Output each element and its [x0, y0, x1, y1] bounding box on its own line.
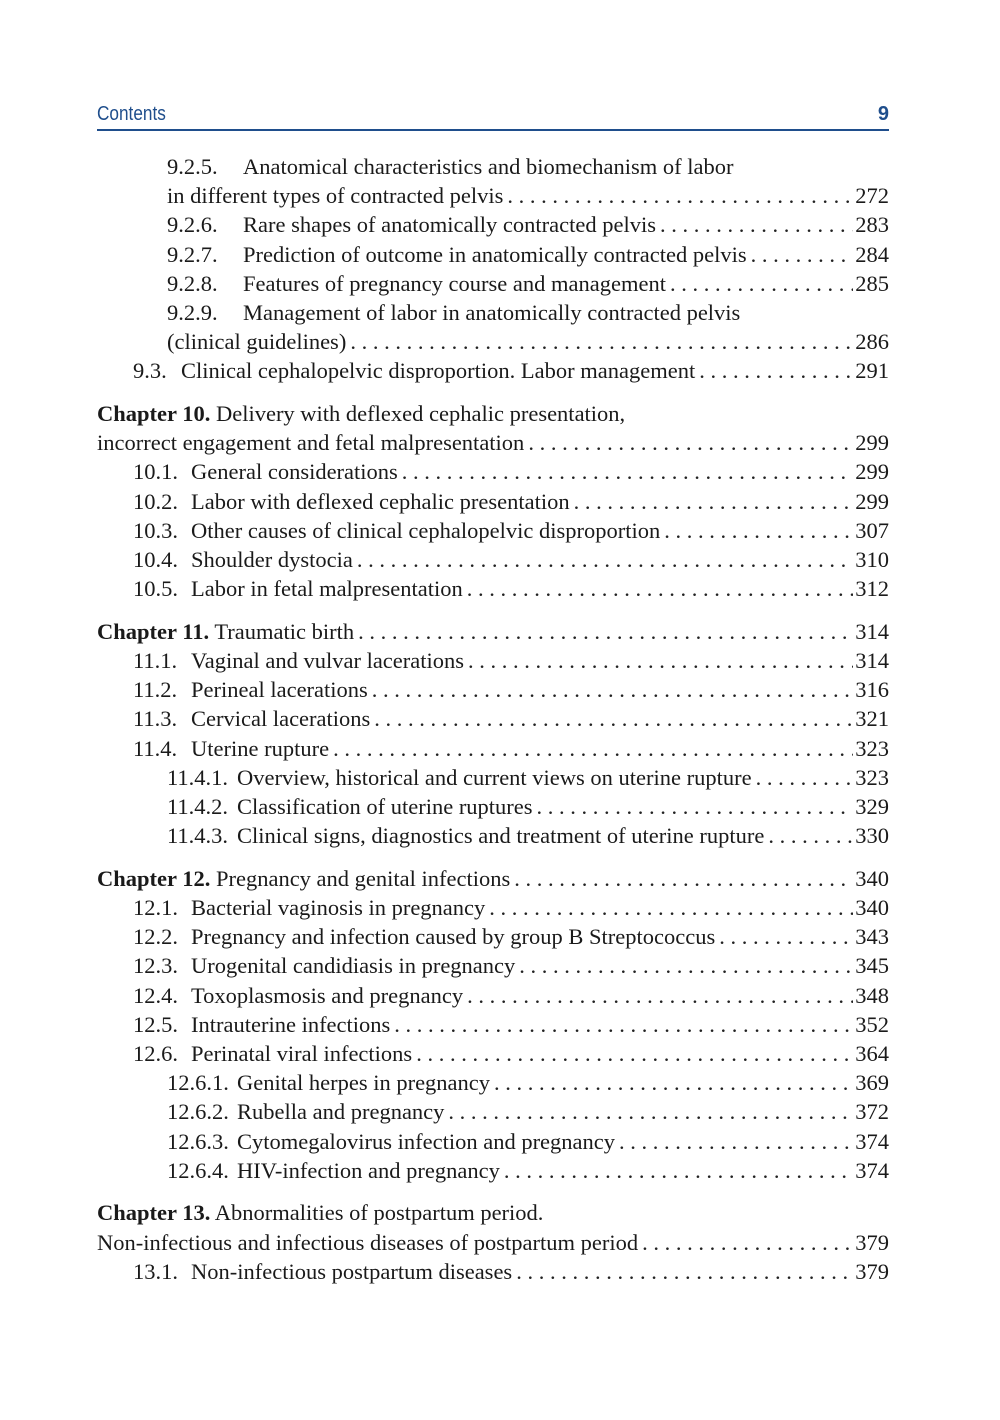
dot-leader — [615, 1127, 853, 1156]
page-number: 272 — [855, 183, 889, 209]
page-number: 323 — [855, 764, 889, 790]
chapter-number: Chapter 13. — [97, 1200, 211, 1226]
section-spacer — [97, 386, 889, 400]
section-title: Features of pregnancy course and management — [243, 270, 666, 296]
section-title: Non-infectious postpartum diseases — [191, 1258, 513, 1284]
section-title: General considerations — [191, 459, 398, 485]
section-title: Overview, historical and current views on uterine rupture — [237, 764, 752, 790]
section-title: Delivery with deflexed cephalic presentation, — [215, 401, 626, 426]
section-number: 12.4. — [133, 982, 178, 1008]
toc-entry[interactable] — [97, 181, 889, 210]
page-number: 340 — [855, 865, 889, 891]
chapter-number: Chapter 11. — [97, 618, 210, 644]
chapter-number: Chapter 12. — [97, 865, 211, 891]
toc-entry-text — [133, 545, 353, 574]
toc-entry-text — [167, 269, 666, 298]
toc-entry[interactable] — [97, 1257, 889, 1286]
toc-entry-text — [133, 922, 715, 951]
page-number: 299 — [855, 430, 889, 456]
section-title: Prediction of outcome in anatomically contracted pelvis — [243, 241, 747, 267]
toc-entry-text — [133, 1257, 512, 1286]
toc-chapter-entry[interactable] — [97, 399, 889, 428]
section-number: 11.4.3. — [167, 823, 229, 849]
section-title: HIV-infection and pregnancy — [237, 1157, 500, 1183]
section-number: 12.6.3. — [167, 1128, 229, 1154]
dot-leader — [368, 675, 853, 704]
toc-entry[interactable] — [97, 951, 889, 980]
toc-chapter-entry[interactable] — [97, 1198, 889, 1227]
toc-entry-text — [167, 154, 733, 179]
section-title: Classification of uterine ruptures — [237, 793, 533, 819]
page-number: 369 — [855, 1070, 889, 1096]
section-title: Cervical lacerations — [191, 706, 371, 732]
section-number: 12.6.2. — [167, 1099, 229, 1125]
page-number: 379 — [855, 1258, 889, 1284]
toc-entry[interactable] — [97, 922, 889, 951]
toc-entry[interactable] — [97, 356, 889, 385]
section-title: Abnormalities of postpartum period. — [214, 1200, 544, 1226]
dot-leader — [660, 516, 853, 545]
section-number: 10.5. — [133, 576, 178, 602]
section-number: 12.6.4. — [167, 1157, 229, 1183]
toc-entry-text — [133, 516, 660, 545]
toc-entry-text — [133, 734, 329, 763]
section-number: 11.4. — [133, 735, 178, 761]
section-title: Toxoplasmosis and pregnancy — [191, 982, 464, 1008]
toc-entry[interactable] — [97, 763, 889, 792]
toc-entry[interactable] — [97, 675, 889, 704]
toc-entry-text — [167, 327, 346, 356]
section-title: (clinical guidelines) — [167, 329, 347, 355]
section-title: Labor in fetal malpresentation — [191, 576, 463, 602]
toc-entry-text — [167, 792, 533, 821]
toc-entry-text — [167, 1097, 444, 1126]
toc-entry-text — [167, 821, 764, 850]
section-number: 12.6. — [133, 1040, 178, 1066]
section-number: 11.2. — [133, 677, 178, 703]
page-number: 321 — [855, 706, 889, 732]
dot-leader — [464, 646, 853, 675]
toc-entry[interactable] — [97, 574, 889, 603]
section-number: 9.2.7. — [167, 241, 218, 267]
section-number: 11.1. — [133, 648, 178, 673]
table-of-contents — [97, 152, 889, 1286]
toc-entry-text — [167, 1127, 615, 1156]
dot-leader — [490, 1068, 853, 1097]
page-number: 340 — [855, 895, 889, 920]
section-title: Urogenital candidiasis in pregnancy — [191, 953, 516, 979]
toc-entry[interactable] — [97, 893, 889, 922]
toc-entry[interactable] — [97, 1068, 889, 1097]
dot-leader — [515, 951, 853, 980]
toc-entry[interactable] — [97, 298, 889, 327]
toc-entry-text — [133, 951, 515, 980]
dot-leader — [444, 1097, 853, 1126]
page-number: 379 — [855, 1229, 889, 1255]
toc-entry[interactable] — [97, 704, 889, 733]
section-number: 10.1. — [133, 459, 178, 485]
section-number: 12.3. — [133, 953, 178, 979]
section-title: Other causes of clinical cephalopelvic disproportion — [191, 517, 661, 543]
section-number: 11.4.1. — [167, 764, 229, 790]
section-title: Anatomical characteristics and biomechanism of labor — [243, 154, 734, 179]
toc-entry[interactable] — [97, 1097, 889, 1126]
section-number: 10.3. — [133, 517, 178, 543]
toc-entry-text — [167, 240, 747, 269]
page-number: 284 — [855, 241, 889, 267]
section-title: Bacterial vaginosis in pregnancy — [191, 895, 486, 920]
page-number: 374 — [855, 1157, 889, 1183]
section-title: Management of labor in anatomically contracted pelvis — [243, 299, 741, 325]
section-spacer — [97, 603, 889, 617]
section-title: in different types of contracted pelvis — [167, 183, 504, 209]
dot-leader — [656, 210, 853, 239]
page-number: 372 — [855, 1099, 889, 1125]
dot-leader — [463, 981, 853, 1010]
dot-leader — [570, 487, 853, 516]
section-title: Vaginal and vulvar lacerations — [191, 648, 465, 673]
toc-entry-text — [167, 181, 503, 210]
toc-entry-text — [167, 1156, 500, 1185]
section-number: 10.4. — [133, 546, 178, 572]
toc-entry-text — [133, 457, 398, 486]
section-number: 9.3. — [133, 358, 167, 384]
section-title: Intrauterine infections — [191, 1011, 391, 1037]
toc-entry[interactable] — [97, 269, 889, 298]
page-number: 299 — [855, 488, 889, 514]
running-header — [97, 101, 889, 131]
page-number: 283 — [855, 212, 889, 238]
dot-leader — [390, 1010, 853, 1039]
toc-entry[interactable] — [97, 1039, 889, 1068]
page-number: 310 — [855, 546, 889, 572]
section-number: 10.2. — [133, 488, 178, 514]
section-title: incorrect engagement and fetal malpresentation — [97, 430, 525, 456]
toc-entry[interactable] — [97, 792, 889, 821]
toc-entry[interactable] — [97, 646, 889, 675]
toc-entry[interactable] — [97, 152, 889, 181]
page-number: 374 — [855, 1128, 889, 1154]
section-title: Pregnancy and genital infections — [215, 865, 511, 891]
dot-leader — [346, 327, 853, 356]
toc-entry-text — [97, 617, 354, 646]
section-number: 13.1. — [133, 1258, 178, 1284]
section-title: Perineal lacerations — [191, 677, 368, 703]
dot-leader — [354, 617, 853, 646]
section-number: 9.2.8. — [167, 270, 218, 296]
dot-leader — [666, 269, 853, 298]
dot-leader — [398, 457, 853, 486]
page-number: 352 — [855, 1011, 889, 1037]
dot-leader — [463, 574, 853, 603]
toc-entry[interactable] — [97, 240, 889, 269]
toc-entry-text — [133, 356, 695, 385]
section-title: Perinatal viral infections — [191, 1040, 413, 1066]
dot-leader — [510, 864, 853, 893]
toc-entry[interactable] — [97, 734, 889, 763]
page-number: 286 — [855, 329, 889, 355]
header-title: Contents — [97, 103, 166, 125]
toc-entry[interactable] — [97, 1127, 889, 1156]
toc-entry[interactable] — [97, 545, 889, 574]
section-title: Rare shapes of anatomically contracted pelvis — [243, 212, 656, 238]
section-spacer — [97, 850, 889, 864]
page-number: 285 — [855, 270, 889, 296]
toc-entry[interactable] — [97, 516, 889, 545]
toc-entry-text — [167, 300, 740, 325]
dot-leader — [764, 821, 853, 850]
toc-entry-text — [167, 1068, 490, 1097]
section-number: 11.4.2. — [167, 793, 229, 819]
page-number: 330 — [855, 823, 889, 849]
section-number: 9.2.9. — [167, 299, 218, 325]
toc-entry-text — [133, 574, 463, 603]
toc-entry-text — [133, 981, 463, 1010]
toc-entry-text — [133, 675, 368, 704]
chapter-number: Chapter 10. — [97, 401, 211, 426]
toc-entry-text — [97, 1228, 638, 1257]
dot-leader — [500, 1156, 853, 1185]
section-number: 9.2.5. — [167, 154, 218, 179]
page-number: 314 — [855, 618, 889, 644]
section-title: Clinical cephalopelvic disproportion. Labor management — [181, 358, 696, 384]
toc-chapter-entry[interactable] — [97, 864, 889, 893]
toc-entry-text — [97, 1200, 543, 1225]
page-number: 299 — [855, 459, 889, 485]
dot-leader — [752, 763, 853, 792]
page-number: 314 — [855, 648, 889, 673]
toc-entry-text — [97, 864, 510, 893]
toc-entry[interactable] — [97, 327, 889, 356]
section-title: Rubella and pregnancy — [237, 1099, 445, 1125]
dot-leader — [524, 428, 853, 457]
page-number: 343 — [855, 924, 889, 950]
toc-entry[interactable] — [97, 981, 889, 1010]
page-number: 307 — [855, 517, 889, 543]
page-number: 329 — [855, 793, 889, 819]
section-title: Uterine rupture — [191, 735, 330, 761]
page-number: 364 — [855, 1040, 889, 1066]
dot-leader — [412, 1039, 853, 1068]
section-title: Pregnancy and infection caused by group B Streptococcus — [191, 924, 716, 950]
dot-leader — [747, 240, 853, 269]
dot-leader — [370, 704, 853, 733]
header-page-number: 9 — [877, 103, 889, 125]
toc-entry-text — [133, 893, 485, 922]
section-number: 9.2.6. — [167, 212, 218, 238]
page-number: 291 — [855, 358, 889, 384]
section-number: 12.5. — [133, 1011, 178, 1037]
toc-entry[interactable] — [97, 428, 889, 457]
page-number: 316 — [855, 677, 889, 703]
section-number: 12.6.1. — [167, 1070, 229, 1096]
toc-entry-text — [97, 401, 625, 426]
section-title: Traumatic birth — [214, 618, 355, 644]
toc-entry[interactable] — [97, 457, 889, 486]
page-number: 312 — [855, 576, 889, 602]
dot-leader — [638, 1228, 853, 1257]
section-title: Non-infectious and infectious diseases of postpartum period — [97, 1229, 639, 1255]
dot-leader — [485, 893, 853, 922]
toc-entry[interactable] — [97, 487, 889, 516]
section-spacer — [97, 1185, 889, 1199]
dot-leader — [695, 356, 853, 385]
toc-entry[interactable] — [97, 1228, 889, 1257]
toc-entry-text — [97, 428, 524, 457]
toc-entry[interactable] — [97, 1010, 889, 1039]
toc-chapter-entry[interactable] — [97, 617, 889, 646]
section-title: Cytomegalovirus infection and pregnancy — [237, 1128, 616, 1154]
dot-leader — [329, 734, 853, 763]
dot-leader — [503, 181, 853, 210]
page-number: 345 — [855, 953, 889, 979]
toc-entry-text — [133, 1010, 390, 1039]
toc-entry-text — [167, 210, 656, 239]
dot-leader — [512, 1257, 853, 1286]
section-title: Labor with deflexed cephalic presentation — [191, 488, 570, 514]
toc-entry-text — [133, 1039, 412, 1068]
toc-entry-text — [167, 763, 752, 792]
dot-leader — [533, 792, 853, 821]
page-number: 323 — [855, 735, 889, 761]
toc-entry[interactable] — [97, 210, 889, 239]
section-title: Clinical signs, diagnostics and treatment of uterine rupture — [237, 823, 765, 849]
page-number: 348 — [855, 982, 889, 1008]
section-title: Genital herpes in pregnancy — [237, 1070, 491, 1096]
toc-entry-text — [133, 487, 570, 516]
toc-entry[interactable] — [97, 1156, 889, 1185]
toc-entry-text — [133, 704, 370, 733]
section-number: 12.1. — [133, 895, 178, 920]
section-title: Shoulder dystocia — [191, 546, 353, 572]
dot-leader — [353, 545, 853, 574]
section-number: 12.2. — [133, 924, 178, 950]
toc-entry-text — [133, 646, 464, 675]
toc-entry[interactable] — [97, 821, 889, 850]
dot-leader — [715, 922, 853, 951]
section-number: 11.3. — [133, 706, 178, 732]
